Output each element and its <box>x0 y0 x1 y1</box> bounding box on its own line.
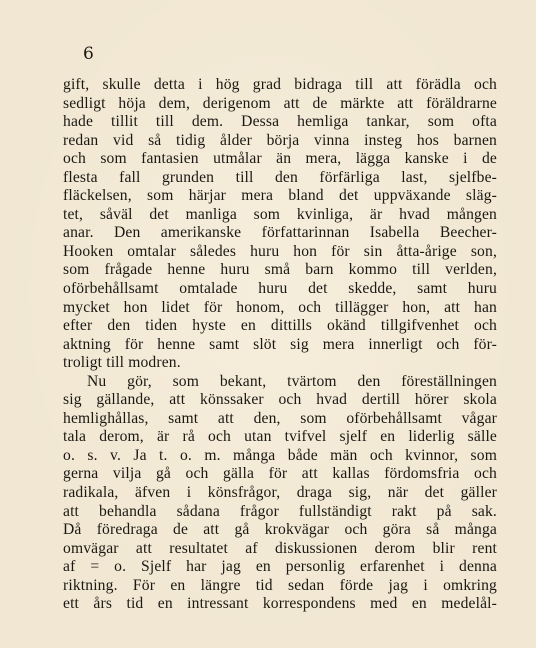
text-line: som frågade henne huru små barn kommo till verlden, <box>63 261 497 279</box>
text-line: gift, skulle detta i hög grad bidraga till att förädla och <box>63 76 497 93</box>
text-line: Hooken omtalar således huru hon för sin åtta-årige son, <box>63 242 497 260</box>
text-line: sig gällande, att könssaker och hvad dertill hörer skola <box>63 391 497 409</box>
paragraph-end-line: troligt till modren. <box>63 354 181 372</box>
text-line: omvägar att resultatet af diskussionen derom blir rent <box>63 539 497 557</box>
text-line: flesta fall grunden till den förfärliga last, sjelfbe- <box>63 168 497 186</box>
page-number: 6 <box>83 44 94 64</box>
text-line: sedligt höja dem, derigenom att de märkte att föräldrarne <box>63 94 497 112</box>
text-line: gerna vilja gå och gälla för att kallas fördomsfria och <box>63 465 497 483</box>
text-line: hade tillit till dem. Dessa hemliga tankar, som ofta <box>63 113 497 131</box>
text-line: radikala, äfven i könsfrågor, draga sig, när det gäller <box>63 484 497 502</box>
text-line: att behandla sådana frågor fullständigt rakt på sak. <box>63 502 497 520</box>
body-text <box>63 76 497 614</box>
text-line: mycket hon lidet för honom, och tillägger hon, att han <box>63 298 497 316</box>
text-line: ett års tid en intressant korrespondens med en medelål- <box>63 595 497 613</box>
text-line: efter den tiden hyste en dittills okänd tillgifvenhet och <box>63 317 497 335</box>
text-line: hemlighållas, samt att den, som oförbehållsamt vågar <box>63 409 497 427</box>
text-line: anar. Den amerikanske författarinnan Isabella Beecher- <box>63 224 497 242</box>
text-line: tet, såväl det manliga som kvinliga, är hvad mången <box>63 205 497 223</box>
text-line: af = o. Sjelf har jag en personlig erfarenhet i denna <box>63 558 497 576</box>
text-line: tala derom, är rå och utan tvifvel sjelf en liderlig sälle <box>63 428 497 446</box>
text-line: fläckelsen, som härjar mera bland det uppväxande släg- <box>63 187 497 205</box>
text-line: redan vid så tidig ålder börja vinna insteg hos barnen <box>63 131 497 149</box>
text-line: Då föredraga de att gå krokvägar och göra så många <box>63 521 497 539</box>
text-line: aktning för henne samt slöt sig mera innerligt och för- <box>63 335 497 353</box>
text-line: o. s. v. Ja t. o. m. många både män och kvinnor, som <box>63 446 497 464</box>
text-line: riktning. För en längre tid sedan förde jag i omkring <box>63 576 497 594</box>
paragraph-start-line: Nu gör, som bekant, tvärtom den föreställningen <box>87 372 497 390</box>
text-line: oförbehållsamt omtalade huru det skedde, samt huru <box>63 280 497 298</box>
text-line: och som fantasien utmålar än mera, lägga kanske i de <box>63 150 497 168</box>
